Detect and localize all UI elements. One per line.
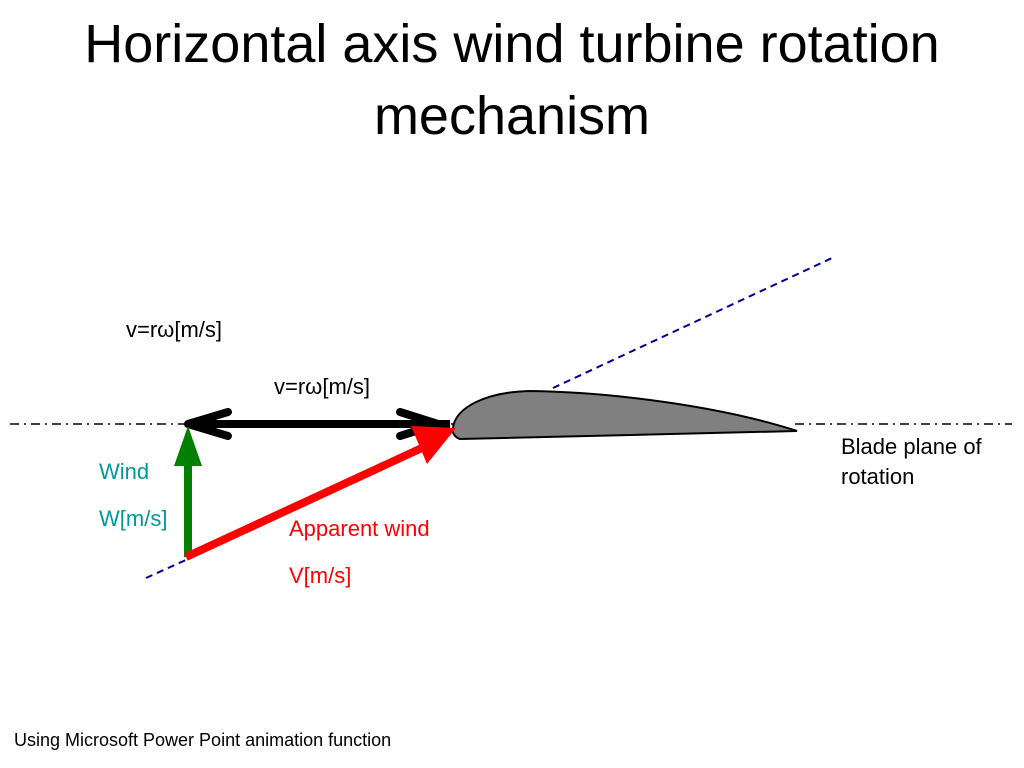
blade-plane-label-line-2: rotation [841, 464, 915, 489]
wind-unit-label: W[m/s] [99, 506, 168, 531]
rotational-speed-label: v=rω[m/s] [274, 374, 371, 399]
blade-airfoil [453, 391, 797, 439]
chord-line-lower [146, 559, 188, 578]
rotational-speed-label-upper: v=rω[m/s] [126, 317, 223, 342]
title-line-1: Horizontal axis wind turbine rotation [84, 14, 940, 74]
chord-line-upper [553, 258, 832, 388]
footer-note: Using Microsoft Power Point animation function [14, 730, 392, 750]
apparent-wind-unit-label: V[m/s] [289, 563, 352, 588]
apparent-wind-label: Apparent wind [289, 516, 430, 541]
wind-label: Wind [99, 459, 150, 484]
title-line-2: mechanism [373, 86, 651, 146]
blade-plane-label-line-1: Blade plane of [841, 434, 982, 459]
apparent-wind-arrowhead [411, 426, 456, 464]
wind-arrowhead [174, 426, 202, 466]
